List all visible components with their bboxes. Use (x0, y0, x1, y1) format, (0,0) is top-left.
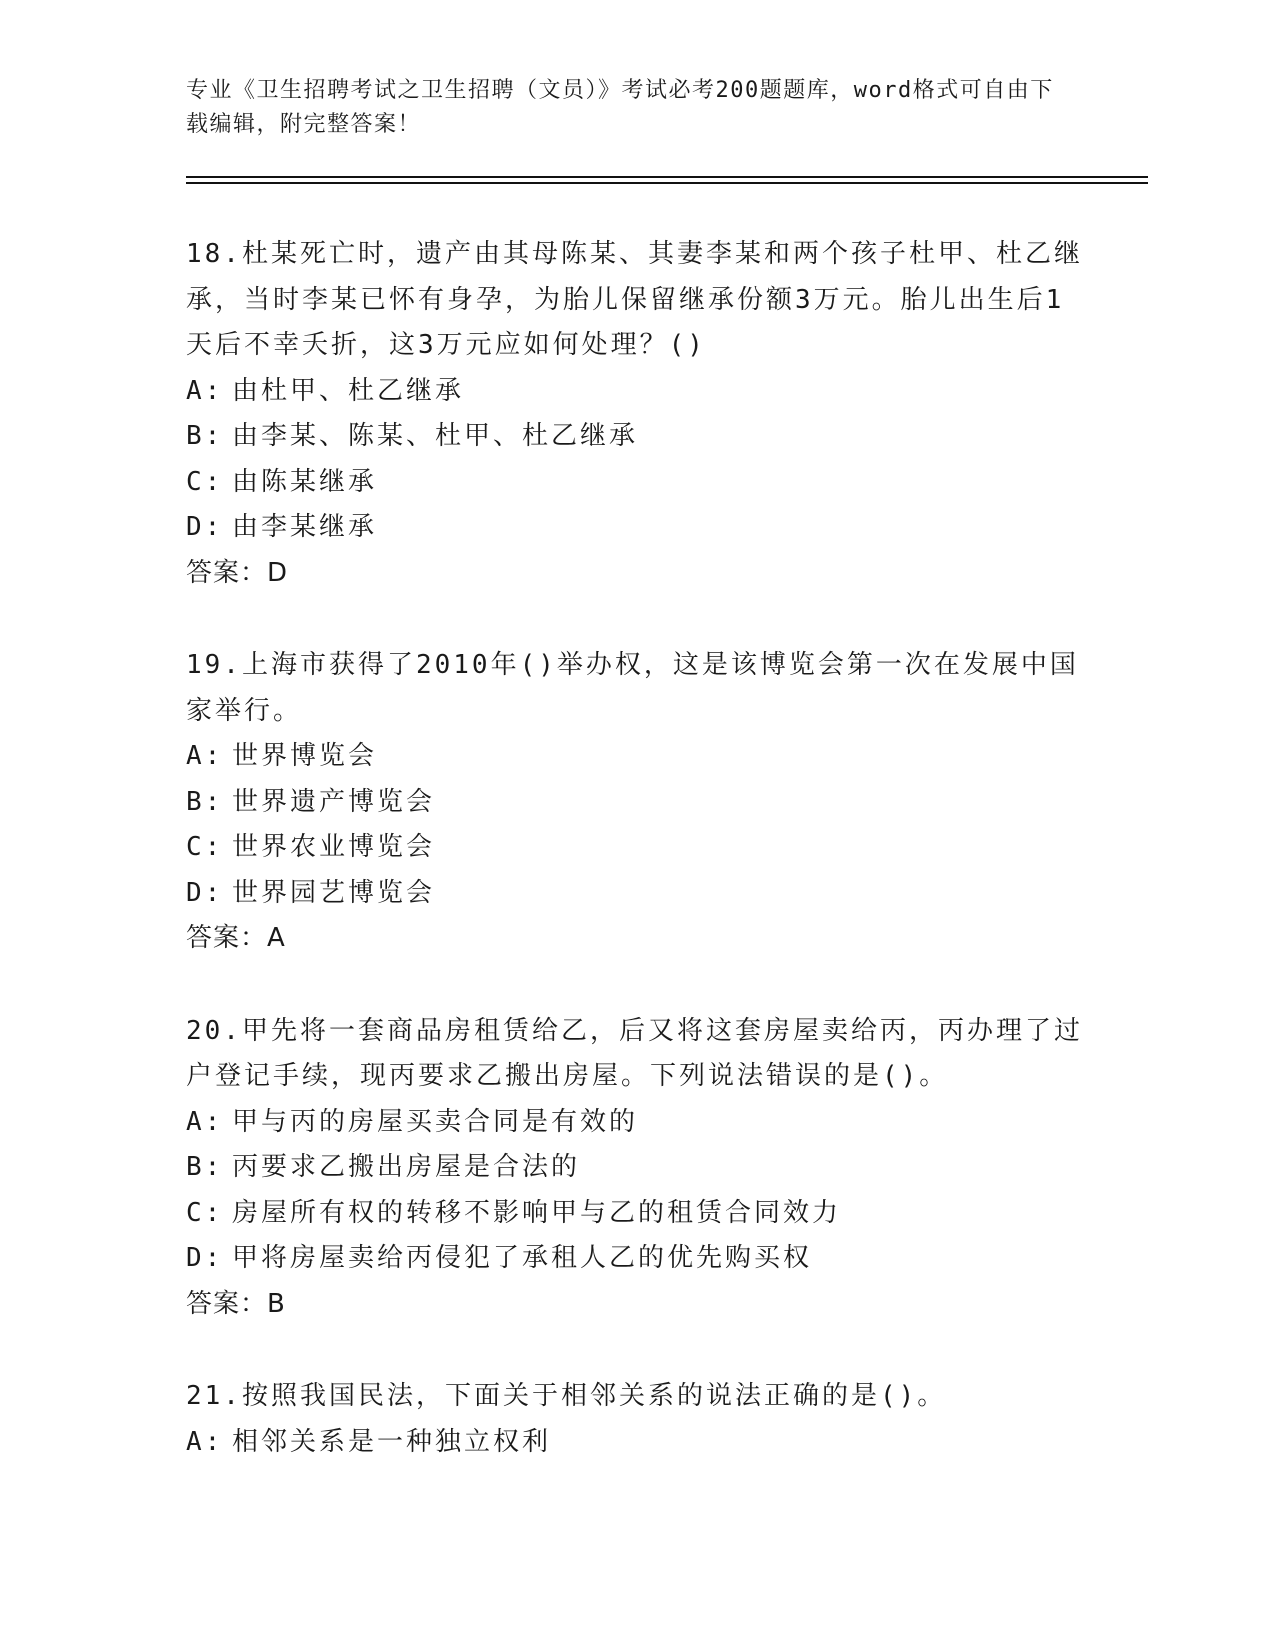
answer-line: 答案：B (186, 1288, 286, 1319)
option-text: 世界农业博览会 (232, 832, 436, 862)
option-d (186, 1236, 1086, 1282)
option-c (186, 1191, 1086, 1237)
header-divider-top (186, 176, 1148, 178)
option-text: 世界园艺博览会 (232, 877, 436, 908)
option-c (186, 460, 1086, 506)
option-key: A: (186, 741, 224, 771)
question-stem: 20.甲先将一套商品房租赁给乙，后又将这套房屋卖给丙，丙办理了过户登记手续，现丙要求乙搬出房屋。下列说法错误的是()。 (186, 1015, 1083, 1091)
option-key: B: (186, 421, 224, 451)
option-text: 世界博览会 (232, 741, 378, 771)
option-key: A: (186, 1106, 224, 1137)
option-key: A: (186, 1426, 224, 1457)
option-key: C: (186, 1197, 224, 1228)
option-c (186, 825, 1086, 871)
header-divider-bottom (186, 182, 1148, 184)
answer-line: 答案：A (186, 923, 286, 953)
option-text: 由陈某继承 (232, 466, 378, 497)
question-19 (186, 643, 1086, 962)
option-a (186, 1100, 1086, 1146)
option-b (186, 780, 1086, 826)
option-b (186, 1145, 1086, 1191)
option-key: C: (186, 832, 224, 862)
question-stem: 18.杜某死亡时，遗产由其母陈某、其妻李某和两个孩子杜甲、杜乙继承，当时李某已怀有身孕，为胎儿保留继承份额3万元。胎儿出生后1天后不幸夭折，这3万元应如何处理？() (186, 239, 1083, 360)
option-key: B: (186, 786, 224, 817)
option-text: 由杜甲、杜乙继承 (232, 375, 465, 406)
answer-line: 答案：D (186, 557, 289, 588)
option-a (186, 734, 1086, 780)
option-key: D: (186, 877, 224, 908)
option-text: 丙要求乙搬出房屋是合法的 (232, 1152, 581, 1182)
option-text: 世界遗产博览会 (232, 786, 436, 817)
option-key: D: (186, 512, 224, 542)
question-18 (186, 232, 1086, 596)
document-header: 专业《卫生招聘考试之卫生招聘（文员）》考试必考200题题库，word格式可自由下载编辑，附完整答案！ (186, 78, 1054, 137)
option-key: A: (186, 375, 224, 406)
question-list (186, 232, 1086, 1512)
option-text: 房屋所有权的转移不影响甲与乙的租赁合同效力 (232, 1197, 842, 1228)
option-text: 相邻关系是一种独立权利 (232, 1426, 552, 1457)
question-21 (186, 1374, 1086, 1465)
option-b (186, 414, 1086, 460)
option-a (186, 369, 1086, 415)
option-a (186, 1420, 1086, 1466)
option-key: B: (186, 1152, 224, 1182)
option-text: 甲将房屋卖给丙侵犯了承租人乙的优先购买权 (232, 1243, 813, 1273)
option-text: 由李某、陈某、杜甲、杜乙继承 (232, 421, 639, 451)
option-d (186, 871, 1086, 917)
option-text: 甲与丙的房屋买卖合同是有效的 (232, 1106, 639, 1137)
question-20 (186, 1009, 1086, 1328)
option-key: C: (186, 466, 224, 497)
question-stem: 19.上海市获得了2010年()举办权，这是该博览会第一次在发展中国家举行。 (186, 650, 1079, 726)
option-text: 由李某继承 (232, 512, 378, 542)
option-key: D: (186, 1243, 224, 1273)
option-d (186, 505, 1086, 551)
question-stem: 21.按照我国民法，下面关于相邻关系的说法正确的是()。 (186, 1381, 947, 1411)
